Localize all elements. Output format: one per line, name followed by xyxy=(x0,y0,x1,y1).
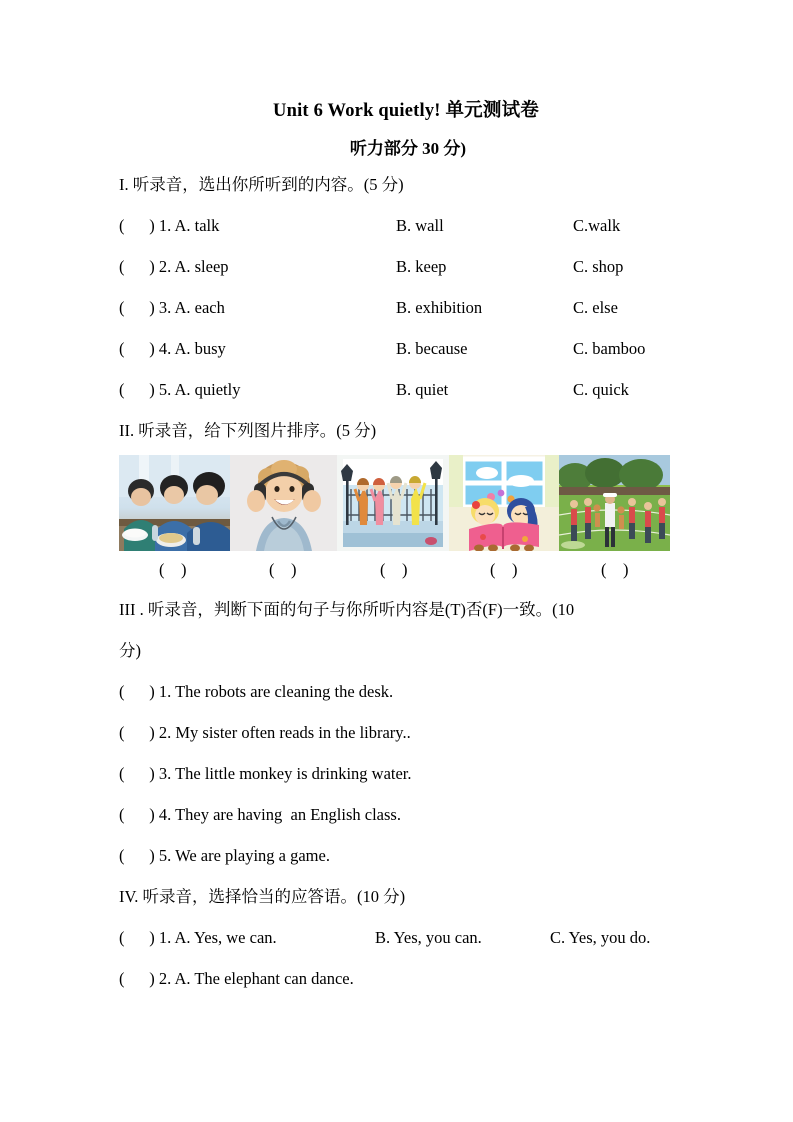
question-1-4-option-a[interactable]: ( ) 4. A. busy xyxy=(119,339,226,358)
picture-order-bracket-1[interactable]: ( ) xyxy=(159,560,187,579)
question-1-5-option-a[interactable]: ( ) 5. A. quietly xyxy=(119,380,241,399)
section-1-heading: I. 听录音，选出你所听到的内容。(5 分) xyxy=(119,175,404,194)
question-row-3-3 xyxy=(119,753,679,794)
question-row-1-5 xyxy=(119,369,679,410)
section-3-heading-line2: 分) xyxy=(119,641,141,660)
question-3-5-statement[interactable]: ( ) 5. We are playing a game. xyxy=(119,846,330,865)
question-1-2-option-b[interactable]: B. keep xyxy=(396,257,447,276)
question-1-5-option-b[interactable]: B. quiet xyxy=(396,380,449,399)
boy-wearing-headphones-photo xyxy=(230,455,337,551)
section-4-heading: IV. 听录音，选择恰当的应答语。(10 分) xyxy=(119,887,406,906)
question-row-3-2 xyxy=(119,712,679,753)
picture-order-bracket-2[interactable]: ( ) xyxy=(269,560,297,579)
question-row-3-4 xyxy=(119,794,679,835)
picture-order-bracket-5[interactable]: ( ) xyxy=(601,560,629,579)
question-row-1-4 xyxy=(119,328,679,369)
question-1-3-option-b[interactable]: B. exhibition xyxy=(396,298,483,317)
question-1-1-option-a[interactable]: ( ) 1. A. talk xyxy=(119,216,220,235)
cartoon-girls-reading-book-image xyxy=(449,455,559,551)
question-4-1-option-c[interactable]: C. Yes, you do. xyxy=(550,928,651,947)
question-3-4-statement[interactable]: ( ) 4. They are having an English class. xyxy=(119,805,401,824)
students-playground-exercise-photo xyxy=(559,455,670,551)
question-4-1-option-a[interactable]: ( ) 1. A. Yes, we can. xyxy=(119,928,277,947)
picture-order-bracket-4[interactable]: ( ) xyxy=(490,560,518,579)
question-row-1-3 xyxy=(119,287,679,328)
question-4-1-option-b[interactable]: B. Yes, you can. xyxy=(375,928,482,947)
picture-order-bracket-3[interactable]: ( ) xyxy=(380,560,408,579)
cartoon-kids-exercising-image xyxy=(337,455,449,551)
question-row-4-1 xyxy=(119,917,679,958)
document-content xyxy=(119,96,679,999)
picture-order-answer-row xyxy=(119,551,679,589)
question-row-3-5 xyxy=(119,835,679,876)
section-3-heading-line1: III . 听录音，判断下面的句子与你所听内容是(T)否(F)一致。(10 xyxy=(119,600,575,619)
question-row-4-2 xyxy=(119,958,679,999)
question-1-3-option-c[interactable]: C. else xyxy=(573,298,618,317)
question-row-1-1 xyxy=(119,205,679,246)
question-1-2-option-a[interactable]: ( ) 2. A. sleep xyxy=(119,257,229,276)
question-1-1-option-b[interactable]: B. wall xyxy=(396,216,444,235)
picture-ordering-strip xyxy=(119,455,670,551)
question-row-1-2 xyxy=(119,246,679,287)
question-1-4-option-c[interactable]: C. bamboo xyxy=(573,339,646,358)
page-title: Unit 6 Work quietly! 单元测试卷 xyxy=(273,101,539,121)
question-1-3-option-a[interactable]: ( ) 3. A. each xyxy=(119,298,225,317)
question-3-2-statement[interactable]: ( ) 2. My sister often reads in the library.. xyxy=(119,723,411,742)
question-row-3-1 xyxy=(119,671,679,712)
question-1-4-option-b[interactable]: B. because xyxy=(396,339,468,358)
question-3-3-statement[interactable]: ( ) 3. The little monkey is drinking water. xyxy=(119,764,412,783)
question-1-2-option-c[interactable]: C. shop xyxy=(573,257,624,276)
question-4-2-option-a[interactable]: ( ) 2. A. The elephant can dance. xyxy=(119,969,354,988)
question-1-5-option-c[interactable]: C. quick xyxy=(573,380,629,399)
page-subtitle: 听力部分 30 分) xyxy=(349,139,467,158)
section-2-heading: II. 听录音，给下列图片排序。(5 分) xyxy=(119,421,377,440)
students-eating-lunch-photo xyxy=(119,455,230,551)
question-3-1-statement[interactable]: ( ) 1. The robots are cleaning the desk. xyxy=(119,682,394,701)
question-1-1-option-c[interactable]: C.walk xyxy=(573,216,621,235)
